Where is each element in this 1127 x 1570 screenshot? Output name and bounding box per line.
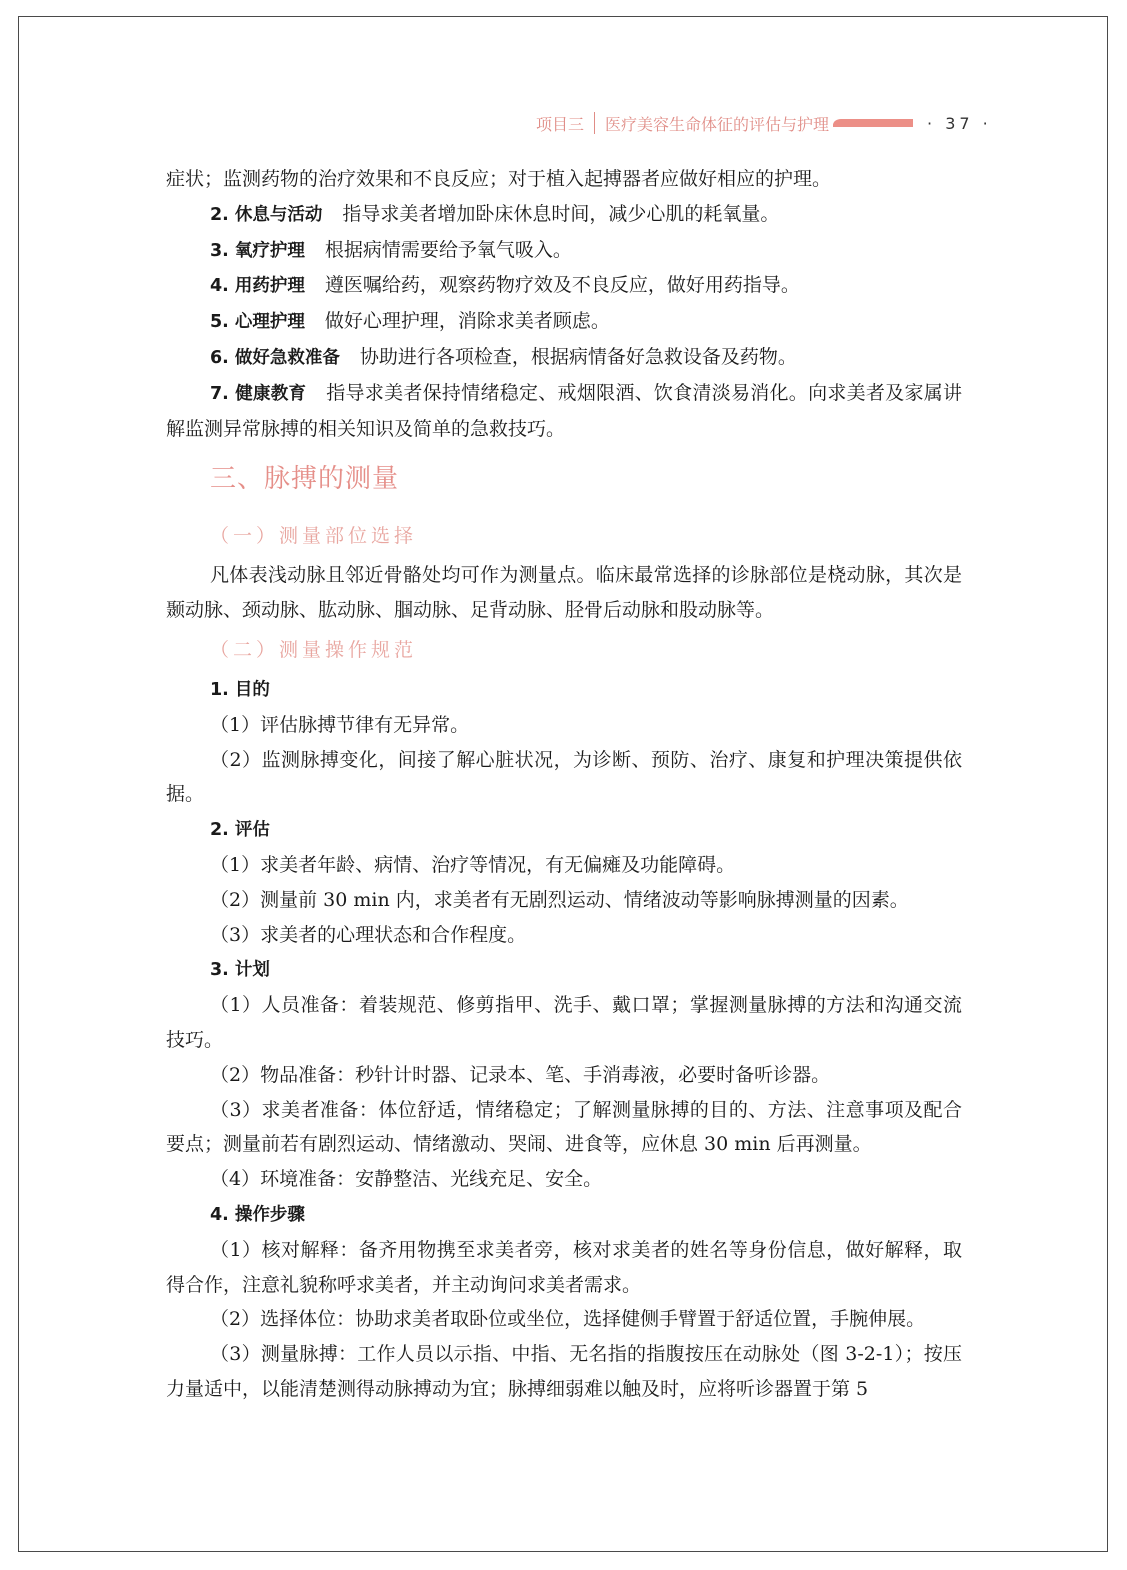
list-item: （4）环境准备：安静整洁、光线充足、安全。	[210, 1168, 603, 1191]
item-heading: 4. 操作步骤	[210, 1204, 305, 1225]
header-divider	[594, 112, 595, 134]
item-heading: 3. 计划	[210, 960, 270, 981]
subsection-heading: （二）测量操作规范	[210, 638, 418, 661]
item-text: 指导求美者增加卧床休息时间，减少心肌的耗氧量。	[342, 202, 780, 225]
page-body	[166, 162, 962, 1407]
paragraph	[166, 952, 962, 988]
list-item: （1）核对解释：备齐用物携至求美者旁，核对求美者的姓名等身份信息，做好解释，取得合作，注意礼貌称呼求美者，并主动询问求美者需求。	[166, 1238, 962, 1296]
section-heading: 三、脉搏的测量	[210, 464, 400, 495]
item-text: 指导求美者保持情绪稳定、戒烟限酒、饮食清淡易消化。向求美者及家属讲解监测异常脉搏的相关知识及简单的急救技巧。	[166, 381, 962, 440]
paragraph	[166, 197, 962, 233]
list-item: （2）选择体位：协助求美者取卧位或坐位，选择健侧手臂置于舒适位置，手腕伸展。	[210, 1308, 926, 1331]
list-item: （1）求美者年龄、病情、治疗等情况，有无偏瘫及功能障碍。	[210, 853, 736, 876]
item-heading: 1. 目的	[210, 679, 270, 700]
paragraph	[166, 376, 962, 447]
running-header	[536, 108, 992, 138]
item-text: 根据病情需要给予氧气吸入。	[324, 238, 572, 261]
list-item: （3）测量脉搏：工作人员以示指、中指、无名指的指腹按压在动脉处（图 3-2-1）；按压力量适中，以能清楚测得动脉搏动为宜；脉搏细弱难以触及时，应将听诊器置于第 5	[166, 1343, 962, 1400]
header-chapter: 项目三	[536, 114, 585, 134]
paragraph	[166, 672, 962, 708]
item-heading: 3. 氧疗护理	[210, 240, 305, 261]
item-text: 协助进行各项检查，根据病情备好急救设备及药物。	[359, 345, 797, 368]
paragraph: 凡体表浅动脉且邻近骨骼处均可作为测量点。临床最常选择的诊脉部位是桡动脉，其次是颞动脉、颈动脉、肱动脉、腘动脉、足背动脉、胫骨后动脉和股动脉等。	[166, 564, 962, 622]
paragraph	[166, 268, 962, 304]
item-heading: 5. 心理护理	[210, 312, 305, 333]
item-text: 做好心理护理，消除求美者顾虑。	[324, 310, 610, 333]
page-number: · 37 ·	[927, 113, 992, 133]
list-item: （1）评估脉搏节律有无异常。	[210, 713, 470, 736]
list-item: （2）测量前 30 min 内，求美者有无剧烈运动、情绪波动等影响脉搏测量的因素。	[210, 888, 909, 911]
item-heading: 2. 评估	[210, 820, 270, 841]
item-text: 遵医嘱给药，观察药物疗效及不良反应，做好用药指导。	[324, 274, 800, 297]
paragraph	[166, 340, 962, 376]
list-item: （3）求美者准备：体位舒适，情绪稳定；了解测量脉搏的目的、方法、注意事项及配合要点；测量前若有剧烈运动、情绪激动、哭闹、进食等，应休息 30 min 后再测量。	[166, 1098, 962, 1156]
paragraph	[166, 812, 962, 848]
subsection-heading: （一）测量部位选择	[210, 525, 418, 548]
item-heading: 2. 休息与活动	[210, 204, 323, 225]
item-heading: 6. 做好急救准备	[210, 347, 340, 368]
list-item: （3）求美者的心理状态和合作程度。	[210, 923, 527, 946]
paragraph	[166, 1197, 962, 1233]
header-title: 医疗美容生命体征的评估与护理	[605, 114, 830, 134]
header-decor-bar	[833, 119, 913, 127]
paragraph	[166, 304, 962, 340]
item-heading: 4. 用药护理	[210, 276, 305, 297]
list-item: （2）监测脉搏变化，间接了解心脏状况，为诊断、预防、治疗、康复和护理决策提供依据。	[166, 748, 962, 806]
paragraph: 症状；监测药物的治疗效果和不良反应；对于植入起搏器者应做好相应的护理。	[166, 168, 832, 190]
list-item: （1）人员准备：着装规范、修剪指甲、洗手、戴口罩；掌握测量脉搏的方法和沟通交流技巧。	[166, 994, 962, 1051]
list-item: （2）物品准备：秒针计时器、记录本、笔、手消毒液，必要时备听诊器。	[210, 1063, 831, 1086]
item-heading: 7. 健康教育	[210, 383, 307, 404]
paragraph	[166, 233, 962, 269]
